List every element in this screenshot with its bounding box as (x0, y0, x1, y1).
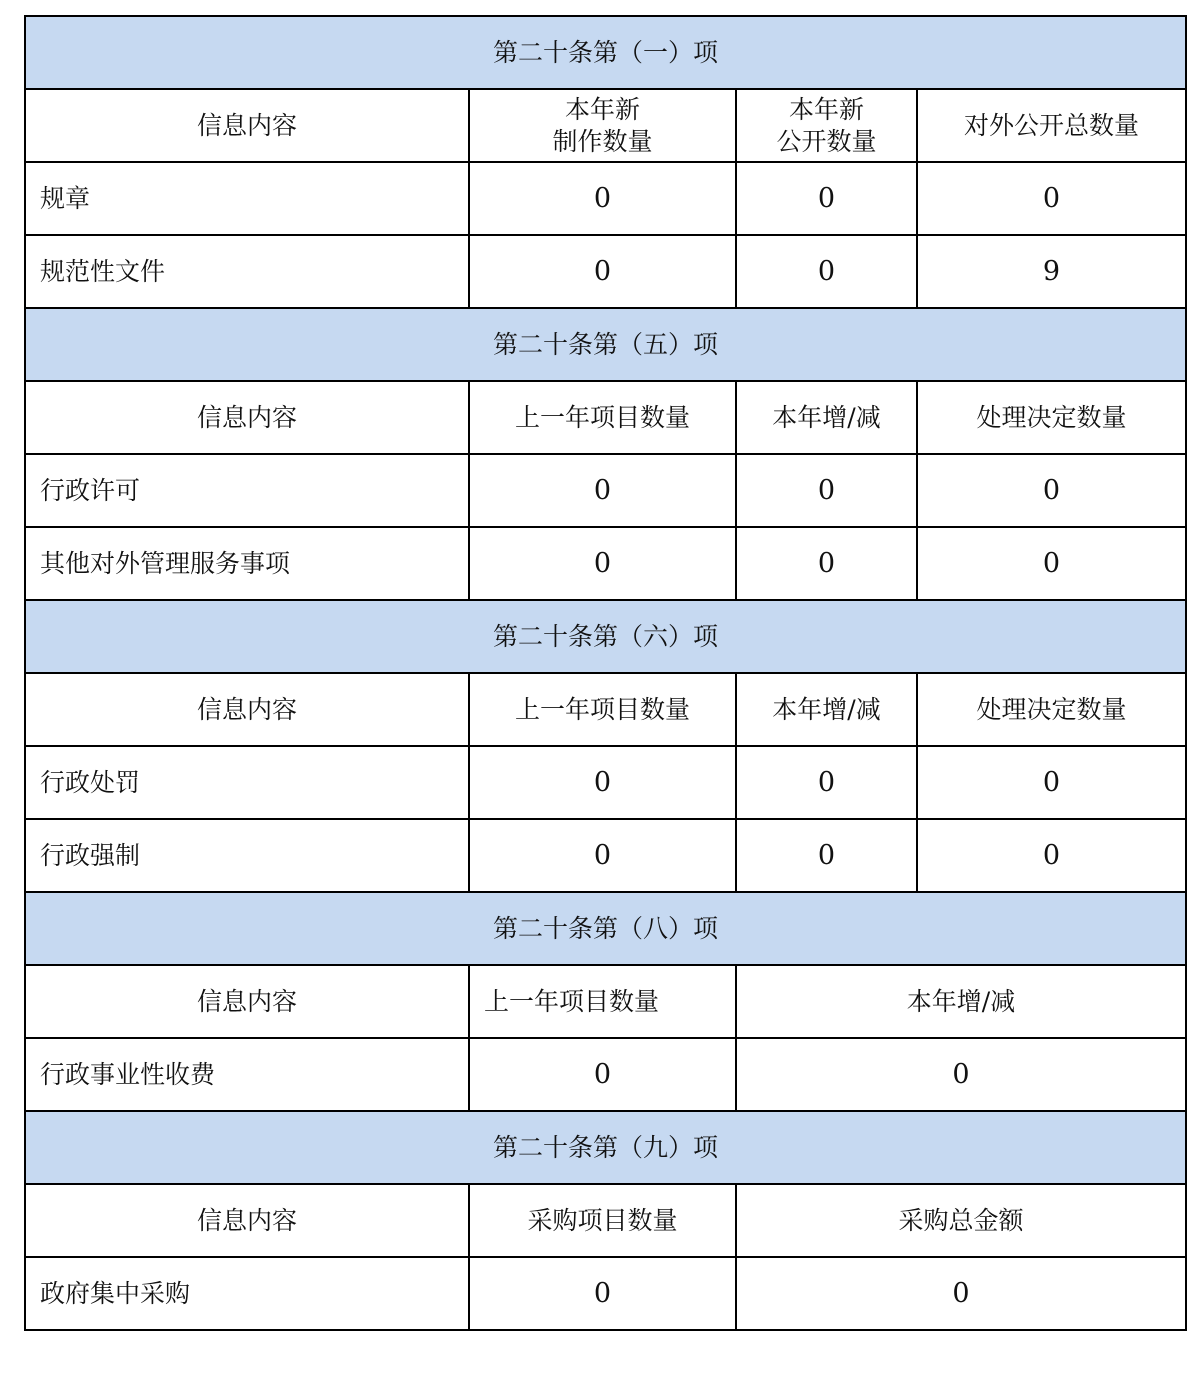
table-row (25, 454, 1186, 527)
cell-value: 0 (469, 1257, 736, 1330)
row-label: 政府集中采购 (25, 1257, 469, 1330)
header-total-published: 对外公开总数量 (917, 89, 1186, 162)
cell-value: 0 (469, 454, 736, 527)
section-header-9 (25, 1111, 1186, 1184)
cell-value: 0 (736, 1038, 1186, 1111)
table-row (25, 1038, 1186, 1111)
cell-value: 0 (736, 235, 917, 308)
cell-value: 0 (736, 746, 917, 819)
disclosure-table (24, 15, 1187, 1331)
header-info-content: 信息内容 (25, 381, 469, 454)
table-row (25, 746, 1186, 819)
row-label: 行政强制 (25, 819, 469, 892)
header-change: 本年增/减 (736, 381, 917, 454)
cell-value: 0 (917, 819, 1186, 892)
section-header-1 (25, 16, 1186, 89)
header-decision-count: 处理决定数量 (917, 381, 1186, 454)
table-row (25, 162, 1186, 235)
header-purchase-amount: 采购总金额 (736, 1184, 1186, 1257)
section-title: 第二十条第（九）项 (25, 1111, 1186, 1184)
header-new-published: 本年新 公开数量 (736, 89, 917, 162)
cell-value: 0 (917, 454, 1186, 527)
column-header-row (25, 1184, 1186, 1257)
row-label: 行政事业性收费 (25, 1038, 469, 1111)
cell-value: 0 (469, 746, 736, 819)
header-info-content: 信息内容 (25, 89, 469, 162)
table-row (25, 527, 1186, 600)
section-header-5 (25, 308, 1186, 381)
header-info-content: 信息内容 (25, 965, 469, 1038)
section-title: 第二十条第（六）项 (25, 600, 1186, 673)
column-header-row (25, 381, 1186, 454)
cell-value: 0 (736, 1257, 1186, 1330)
header-purchase-count: 采购项目数量 (469, 1184, 736, 1257)
section-header-8 (25, 892, 1186, 965)
row-label: 行政处罚 (25, 746, 469, 819)
header-decision-count: 处理决定数量 (917, 673, 1186, 746)
row-label: 规章 (25, 162, 469, 235)
cell-value: 0 (469, 527, 736, 600)
cell-value: 0 (469, 819, 736, 892)
cell-value: 9 (917, 235, 1186, 308)
row-label: 规范性文件 (25, 235, 469, 308)
cell-value: 0 (736, 819, 917, 892)
cell-value: 0 (917, 746, 1186, 819)
row-label: 行政许可 (25, 454, 469, 527)
cell-value: 0 (736, 454, 917, 527)
header-info-content: 信息内容 (25, 1184, 469, 1257)
header-last-year-count: 上一年项目数量 (469, 381, 736, 454)
cell-value: 0 (736, 162, 917, 235)
table-row (25, 1257, 1186, 1330)
table-row (25, 819, 1186, 892)
column-header-row (25, 673, 1186, 746)
header-change: 本年增/减 (736, 965, 1186, 1038)
section-title: 第二十条第（一）项 (25, 16, 1186, 89)
header-change: 本年增/减 (736, 673, 917, 746)
column-header-row (25, 89, 1186, 162)
section-title: 第二十条第（五）项 (25, 308, 1186, 381)
cell-value: 0 (469, 1038, 736, 1111)
header-new-created: 本年新 制作数量 (469, 89, 736, 162)
cell-value: 0 (736, 527, 917, 600)
table-row (25, 235, 1186, 308)
cell-value: 0 (469, 162, 736, 235)
column-header-row (25, 965, 1186, 1038)
row-label: 其他对外管理服务事项 (25, 527, 469, 600)
section-title: 第二十条第（八）项 (25, 892, 1186, 965)
header-info-content: 信息内容 (25, 673, 469, 746)
header-last-year-count: 上一年项目数量 (469, 965, 736, 1038)
cell-value: 0 (917, 527, 1186, 600)
header-last-year-count: 上一年项目数量 (469, 673, 736, 746)
section-header-6 (25, 600, 1186, 673)
cell-value: 0 (469, 235, 736, 308)
cell-value: 0 (917, 162, 1186, 235)
